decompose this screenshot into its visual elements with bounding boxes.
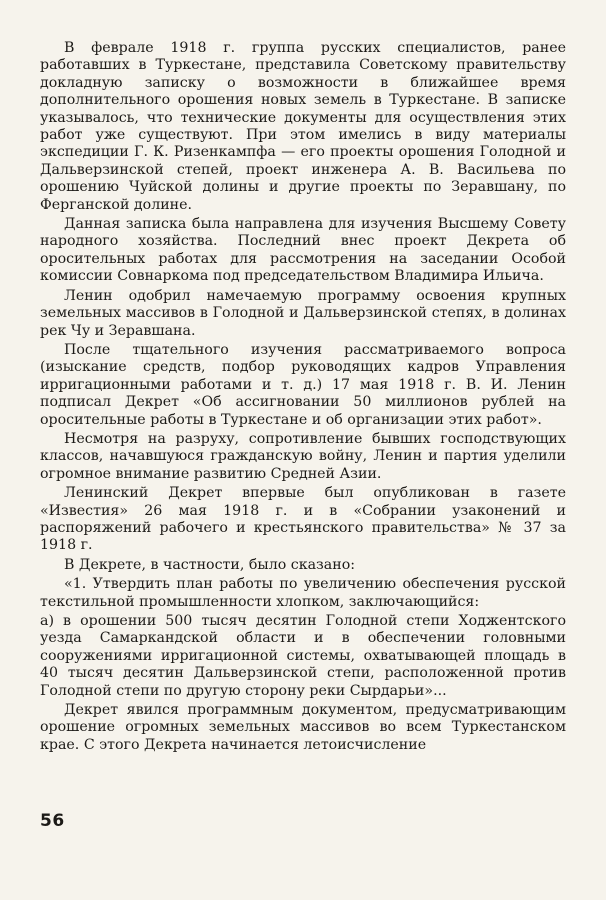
decree-quote-2: а) в орошении 500 тысяч десятин Голодной степи Ходжентского уезда Самаркандской области и в обеспечении головными сооружениями ирригационной системы, охватывающей площадь в 40 тысяч десятин Дальверзинской степи, расположенной против Голодной степи по другую сторону реки Сырдарьи»... [40,613,566,699]
paragraph-6: Ленинский Декрет впервые был опубликован в газете «Известия» 26 мая 1918 г. и в «Собрании узаконений и распоряжений рабочего и крестьянского правительства» № 37 за 1918 г. [40,485,566,554]
paragraph-4: После тщательного изучения рассматриваемого вопроса (изыскание средств, подбор руководящих кадров Управления ирригационными работами и т. д.) 17 мая 1918 г. В. И. Ленин подписал Декрет «Об ассигновании 50 миллионов рублей на оросительные работы в Туркестане и об организации этих работ». [40,341,566,428]
paragraph-5: Несмотря на разруху, сопротивление бывших господствующих классов, начавшуюся гражданскую войну, Ленин и партия уделили огромное внимание развитию Средней Азии. [40,430,566,482]
page-number: 56 [40,811,65,831]
paragraph-3: Ленин одобрил намечаемую программу освоения крупных земельных массивов в Голодной и Дальверзинской степях, в долинах рек Чу и Зеравшана. [40,287,566,339]
paragraph-7: В Декрете, в частности, было сказано: [64,556,356,573]
paragraph-10: Декрет явился программным документом, предусматривающим орошение огромных земельных массивов во всем Туркестанском крае. С этого Декрета начинается летоисчисление [40,702,566,753]
paragraph-2: Данная записка была направлена для изучения Высшему Совету народного хозяйства. Последний внес проект Декрета об оросительных работах для рассмотрения на заседании Особой комиссии Совнаркома под председательством Владимира Ильича. [40,216,566,285]
paragraph-1: В феврале 1918 г. группа русских специалистов, ранее работавших в Туркестане, представила Советскому правительству докладную записку о возможности в ближайшее время дополнительного орошения новых земель в Туркестане. В записке указывалось, что технические документы для осуществления этих работ уже существуют. При этом имелись в виду материалы экспедиции Г. К. Ризенкампфа — его проекты орошения Голодной и Дальверзинской степей, проект инженера А. В. Васильева по орошению Чуйской долины и другие проекты по Зеравшану, по Ферганской долине. [40,40,566,213]
decree-quote-1: «1. Утвердить план работы по увеличению обеспечения русской текстильной промышленности хлопком, заключающийся: [40,576,566,610]
